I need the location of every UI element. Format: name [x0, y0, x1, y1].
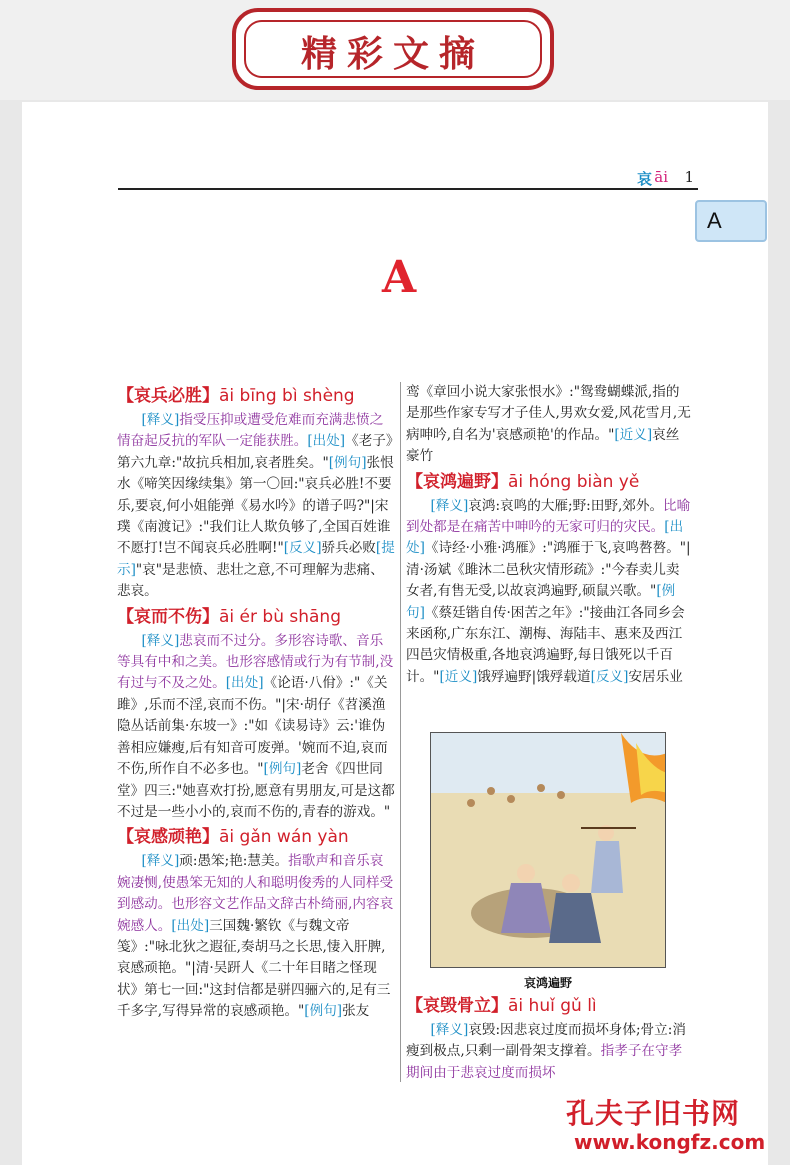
- banner-frame: [232, 8, 554, 90]
- entry-text: 骄兵必败: [321, 540, 376, 557]
- field-tag: [例句]: [406, 583, 676, 621]
- field-tag: [近义]: [614, 426, 653, 443]
- field-tag: [例句]: [263, 761, 302, 778]
- column-right: [406, 382, 691, 688]
- entry-headword: [117, 604, 395, 630]
- headword-term: 【哀毁骨立】: [406, 996, 508, 1016]
- entry-headword: [117, 383, 395, 409]
- entry-text: 哀丝豪竹: [406, 426, 680, 465]
- column-left: [117, 382, 395, 1023]
- entry-text: 指孝子在守孝期间由于悲哀过度而损坏: [406, 1043, 683, 1081]
- headword-pinyin: āi huǐ gǔ lì: [508, 996, 597, 1016]
- entry-text: 鸾《章回小说大家张恨水》:"鸳鸯蝴蝶派,指的是那些作家专写才子佳人,男欢女爱,风花雪月,无病呻吟,自名为'哀感顽艳'的作品。": [406, 384, 691, 443]
- entry-body: [117, 851, 395, 1022]
- page-number: 1: [684, 168, 694, 186]
- headword-term: 【哀鸿遍野】: [406, 471, 508, 492]
- illustration-drawing: [431, 733, 666, 968]
- entry-text: 张恨水《啼笑因缘续集》第一〇回:"哀兵必胜!不要乐,要哀,何小姐能弹《易水吟》的谱子吗?"|宋璞《南渡记》:"我们让人欺负够了,全国百姓谁不愿打!岂不闻哀兵必胜啊!": [117, 454, 394, 557]
- field-tag: [释义]: [430, 1022, 469, 1038]
- entry-text: 老舍《四世同堂》四三:"她喜欢打扮,愿意有男朋友,可是这都不过是一些小小的,哀而不伤的,青春的游戏。": [117, 761, 395, 820]
- entry-text: 张友: [342, 1003, 370, 1020]
- entry-text: 悲哀而不过分。多形容诗歌、音乐等具有中和之美。也形容感情或行为有节制,没有过与不及之处。: [117, 632, 394, 692]
- entry-body: [117, 410, 395, 603]
- entry-text: 顽:愚笨;艳:慧美。: [179, 853, 289, 870]
- watermark-url: www.kongfz.com: [574, 1130, 766, 1154]
- entry-text: 《老子》第六九章:"故抗兵相加,哀者胜矣。": [117, 433, 393, 471]
- headword-pinyin: āi hóng biàn yě: [508, 471, 640, 492]
- running-head-headword: 哀: [636, 170, 652, 188]
- column-right-bottom: [406, 992, 691, 1084]
- illustration-caption: 哀鸿遍野: [523, 976, 572, 990]
- entry-text: 比喻到处都是在痛苦中呻吟的无家可归的灾民。: [406, 497, 691, 536]
- headword-term: 【哀而不伤】: [117, 606, 219, 627]
- field-tag: [例句]: [304, 1003, 343, 1020]
- dictionary-page: [22, 102, 768, 1165]
- entry-text: 三国魏·繁钦《与魏文帝笺》:"咏北狄之遐征,奏胡马之长思,悽入肝脾,哀感顽艳。"|清·吴趼人《二十年目睹之怪现状》第七一回:"这封信都是骈四骊六的,足有三千多字,写得异常的哀感顽艳。": [117, 917, 391, 1020]
- entry-text: 饿殍遍野|饿殍载道: [477, 668, 591, 685]
- entry-text: 指歌声和音乐哀婉凄恻,使愚笨无知的人和聪明俊秀的人同样受到感动。也形容文艺作品文辞古朴绮丽,内容哀婉感人。: [117, 853, 394, 934]
- top-banner-area: [0, 0, 790, 100]
- headword-term: 【哀兵必胜】: [117, 386, 219, 406]
- field-tag: [出处]: [307, 433, 346, 450]
- entry-headword: [117, 824, 395, 850]
- entry-text: 《论语·八佾》:"《关雎》,乐而不淫,哀而不伤。"|宋·胡仔《苕溪渔隐丛话前集·东坡一》:"如《读易诗》云:'谁伪善相应嫌瘦,后有知音可废弹。'婉而不迫,哀而不伤,所作自不必多也。": [117, 675, 388, 778]
- watermark-title: 孔夫子旧书网: [566, 1097, 741, 1130]
- field-tag: [释义]: [430, 497, 469, 514]
- side-tab-letter: A: [707, 208, 722, 233]
- entry-text: 哀毁:因悲哀过度而损坏身体;骨立:消瘦到极点,只剩一副骨架支撑着。: [406, 1022, 686, 1060]
- entry-text: "哀"是悲愤、悲壮之意,不可理解为悲痛、悲哀。: [117, 561, 384, 600]
- field-tag: [反义]: [590, 668, 629, 685]
- entry-headword: [406, 469, 691, 495]
- field-tag: [反义]: [283, 540, 322, 557]
- field-tag: [出处]: [225, 675, 264, 692]
- section-letter: A: [382, 252, 417, 303]
- headword-pinyin: āi bīng bì shèng: [219, 386, 355, 406]
- field-tag: [释义]: [141, 853, 180, 870]
- illustration-refugees: [430, 732, 666, 968]
- banner-title: 精彩文摘: [300, 33, 485, 75]
- field-tag: [释义]: [141, 632, 180, 649]
- entry-headword: [406, 993, 691, 1019]
- headword-pinyin: āi gǎn wán yàn: [219, 827, 349, 848]
- entry-body: [406, 382, 691, 468]
- column-divider: [400, 382, 401, 1082]
- field-tag: [近义]: [439, 668, 478, 685]
- entry-body: [117, 631, 395, 824]
- entry-text: 安居乐业: [628, 668, 683, 685]
- running-head: [118, 168, 698, 190]
- alphabet-side-tab[interactable]: [695, 200, 767, 242]
- entry-text: 指受压抑或遭受危难而充满悲愤之情奋起反抗的军队一定能获胜。: [117, 412, 384, 450]
- field-tag: [出处]: [406, 519, 684, 557]
- entry-text: 哀鸿:哀鸣的大雁;野:田野,郊外。: [468, 497, 664, 514]
- entry-text: 《蔡廷锴自传·困苦之年》:"接曲江各同乡会来函称,广东东江、潮梅、海陆丰、惠来及西江四邑灾情极重,各地哀鸿遍野,每日饿死以千百计。": [406, 604, 685, 685]
- entry-text: 《诗经·小雅·鸿雁》:"鸿雁于飞,哀鸣嗸嗸。"|清·汤斌《雎沐二邑秋灾情形疏》:"今春卖儿卖女者,有售无受,以故哀鸿遍野,硕鼠兴歌。": [406, 540, 691, 600]
- field-tag: [出处]: [171, 917, 210, 934]
- headword-term: 【哀感顽艳】: [117, 827, 219, 848]
- field-tag: [提示]: [117, 540, 395, 578]
- field-tag: [释义]: [141, 412, 180, 428]
- field-tag: [例句]: [328, 454, 367, 471]
- headword-pinyin: āi ér bù shāng: [219, 606, 341, 627]
- entry-body: [406, 1020, 691, 1084]
- entry-body: [406, 496, 691, 689]
- running-head-pinyin: āi: [654, 168, 668, 186]
